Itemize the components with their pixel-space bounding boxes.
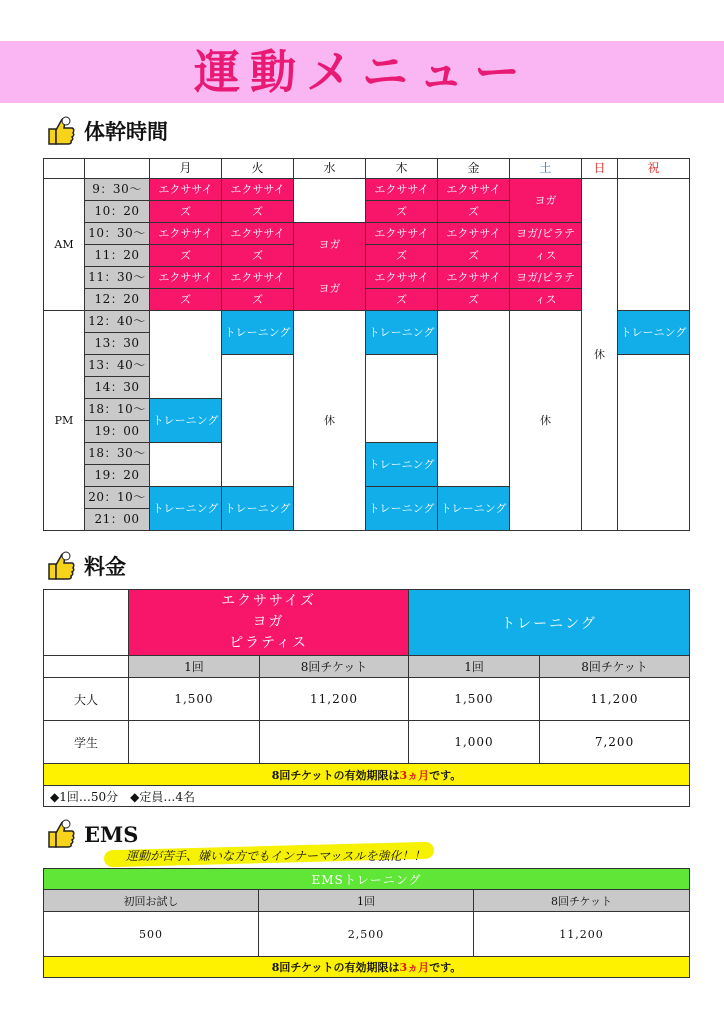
fees-table xyxy=(43,589,690,807)
price-cell: 11,200 xyxy=(474,912,690,957)
class-cell: トレーニング xyxy=(366,443,438,487)
thumbs-up-icon xyxy=(46,550,76,582)
empty-cell xyxy=(150,311,222,399)
class-cell: トレーニング xyxy=(438,487,510,531)
group-exercise-yoga-pilates xyxy=(129,590,409,656)
class-cell: トレーニング xyxy=(366,311,438,355)
section-ems-label: EMS xyxy=(84,821,139,847)
class-cell-cont: ィス xyxy=(510,289,582,311)
price-cell: 11,200 xyxy=(260,678,409,721)
price-cell: 500 xyxy=(44,912,259,957)
class-cell: エクササイ xyxy=(438,223,510,245)
class-cell: トレーニング xyxy=(222,311,294,355)
validity-suffix: です。 xyxy=(429,768,462,782)
price-cell: 1,500 xyxy=(129,678,260,721)
col-header: 1回 xyxy=(259,890,474,912)
thumbs-up-icon xyxy=(46,818,76,850)
ems-tagline: 運動が苦手、嫌いな方でもインナーマッスルを強化！！ xyxy=(126,849,426,863)
class-cell-cont: ズ xyxy=(222,289,294,311)
ems-header: EMSトレーニング xyxy=(44,869,690,890)
class-cell: エクササイ xyxy=(222,179,294,201)
pm-label: PM xyxy=(44,311,85,531)
validity-period: 3ヵ月 xyxy=(399,768,430,782)
validity-period: 3ヵ月 xyxy=(399,961,430,974)
time-start: 10：30～ xyxy=(85,223,150,245)
validity-note xyxy=(44,764,690,786)
session-note: ◆1回…50分 ◆定員…4名 xyxy=(44,786,690,807)
day-holiday: 祝 xyxy=(618,159,690,179)
class-cell-cont: ズ xyxy=(438,201,510,223)
class-cell-cont: ズ xyxy=(438,289,510,311)
empty-cell xyxy=(366,355,438,443)
time-end: 13：30 xyxy=(85,333,150,355)
group-line: ヨガ xyxy=(252,614,285,630)
price-cell: 1,000 xyxy=(409,721,540,764)
class-cell: ヨガ/ピラテ xyxy=(510,223,582,245)
time-start: 12：40～ xyxy=(85,311,150,333)
thumbs-up-icon xyxy=(46,115,76,147)
time-start: 18：30～ xyxy=(85,443,150,465)
class-cell-cont: ズ xyxy=(366,201,438,223)
time-end: 21：00 xyxy=(85,509,150,531)
price-cell xyxy=(129,721,260,764)
time-start: 13：40～ xyxy=(85,355,150,377)
class-cell-cont: ズ xyxy=(222,201,294,223)
validity-prefix: 8回チケットの有効期限は xyxy=(271,961,400,974)
class-cell: ヨガ/ピラテ xyxy=(510,267,582,289)
class-cell: エクササイ xyxy=(222,267,294,289)
class-cell-cont: ズ xyxy=(150,245,222,267)
closed-cell: 休 xyxy=(582,179,618,531)
time-end: 11：20 xyxy=(85,245,150,267)
class-cell: ヨガ xyxy=(294,223,366,267)
time-start: 11：30～ xyxy=(85,267,150,289)
class-cell: エクササイ xyxy=(150,179,222,201)
day-mon: 月 xyxy=(150,159,222,179)
class-cell-cont: ズ xyxy=(150,201,222,223)
class-cell: トレーニング xyxy=(150,399,222,443)
section-fees-heading xyxy=(46,550,126,582)
schedule-header-row xyxy=(44,159,690,179)
empty-cell xyxy=(438,311,510,487)
group-line: ピラティス xyxy=(229,635,308,651)
class-cell: エクササイ xyxy=(222,223,294,245)
time-end: 12：20 xyxy=(85,289,150,311)
time-end: 19：00 xyxy=(85,421,150,443)
validity-note xyxy=(44,957,690,978)
am-label: AM xyxy=(44,179,85,311)
validity-prefix: 8回チケットの有効期限は xyxy=(271,768,400,782)
schedule-table xyxy=(43,158,690,531)
ems-table xyxy=(43,868,690,978)
day-sun: 日 xyxy=(582,159,618,179)
corner-cell xyxy=(44,159,85,179)
time-end: 14：30 xyxy=(85,377,150,399)
price-cell: 1,500 xyxy=(409,678,540,721)
class-cell-cont: ィス xyxy=(510,245,582,267)
class-cell: エクササイ xyxy=(150,223,222,245)
day-wed: 水 xyxy=(294,159,366,179)
col-header: 初回お試し xyxy=(44,890,259,912)
class-cell: エクササイ xyxy=(366,179,438,201)
empty-cell xyxy=(294,179,366,223)
price-cell xyxy=(260,721,409,764)
col-header: 8回チケット xyxy=(260,656,409,678)
class-cell: トレーニング xyxy=(222,487,294,531)
section-core-label: 体幹時間 xyxy=(84,119,168,144)
class-cell: トレーニング xyxy=(618,311,690,355)
empty-cell xyxy=(618,355,690,531)
price-cell: 2,500 xyxy=(259,912,474,957)
class-cell: トレーニング xyxy=(366,487,438,531)
class-cell-cont: ズ xyxy=(438,245,510,267)
class-cell: エクササイ xyxy=(366,267,438,289)
day-sat: 土 xyxy=(510,159,582,179)
class-cell-cont: ズ xyxy=(366,289,438,311)
time-end: 19：20 xyxy=(85,465,150,487)
class-cell-cont: ズ xyxy=(366,245,438,267)
class-cell: ヨガ xyxy=(294,267,366,311)
class-cell: エクササイ xyxy=(366,223,438,245)
empty-cell xyxy=(618,179,690,311)
section-fees-label: 料金 xyxy=(84,554,126,579)
col-header: 8回チケット xyxy=(474,890,690,912)
time-start: 18：10～ xyxy=(85,399,150,421)
row-label-adult: 大人 xyxy=(44,678,129,721)
day-tue: 火 xyxy=(222,159,294,179)
col-header: 1回 xyxy=(129,656,260,678)
class-cell: ヨガ xyxy=(510,179,582,223)
col-header: 8回チケット xyxy=(540,656,690,678)
corner-cell xyxy=(44,590,129,656)
day-thu: 木 xyxy=(366,159,438,179)
closed-cell: 休 xyxy=(294,311,366,531)
price-cell: 11,200 xyxy=(540,678,690,721)
closed-cell: 休 xyxy=(510,311,582,531)
section-core-heading xyxy=(46,115,168,147)
class-cell: エクササイ xyxy=(438,179,510,201)
time-start: 20：10～ xyxy=(85,487,150,509)
class-cell-cont: ズ xyxy=(222,245,294,267)
col-header: 1回 xyxy=(409,656,540,678)
empty-cell xyxy=(222,355,294,487)
validity-suffix: です。 xyxy=(429,961,462,974)
class-cell-cont: ズ xyxy=(150,289,222,311)
row-label-student: 学生 xyxy=(44,721,129,764)
section-ems-heading xyxy=(46,818,138,850)
page-title: 運動メニュー xyxy=(194,45,530,99)
group-line: エクササイズ xyxy=(221,593,316,609)
class-cell: エクササイ xyxy=(150,267,222,289)
empty-cell xyxy=(150,443,222,487)
class-cell: エクササイ xyxy=(438,267,510,289)
price-cell: 7,200 xyxy=(540,721,690,764)
corner-cell xyxy=(85,159,150,179)
day-fri: 金 xyxy=(438,159,510,179)
time-end: 10：20 xyxy=(85,201,150,223)
time-start: 9：30～ xyxy=(85,179,150,201)
group-training: トレーニング xyxy=(409,590,690,656)
class-cell: トレーニング xyxy=(150,487,222,531)
corner-cell xyxy=(44,656,129,678)
